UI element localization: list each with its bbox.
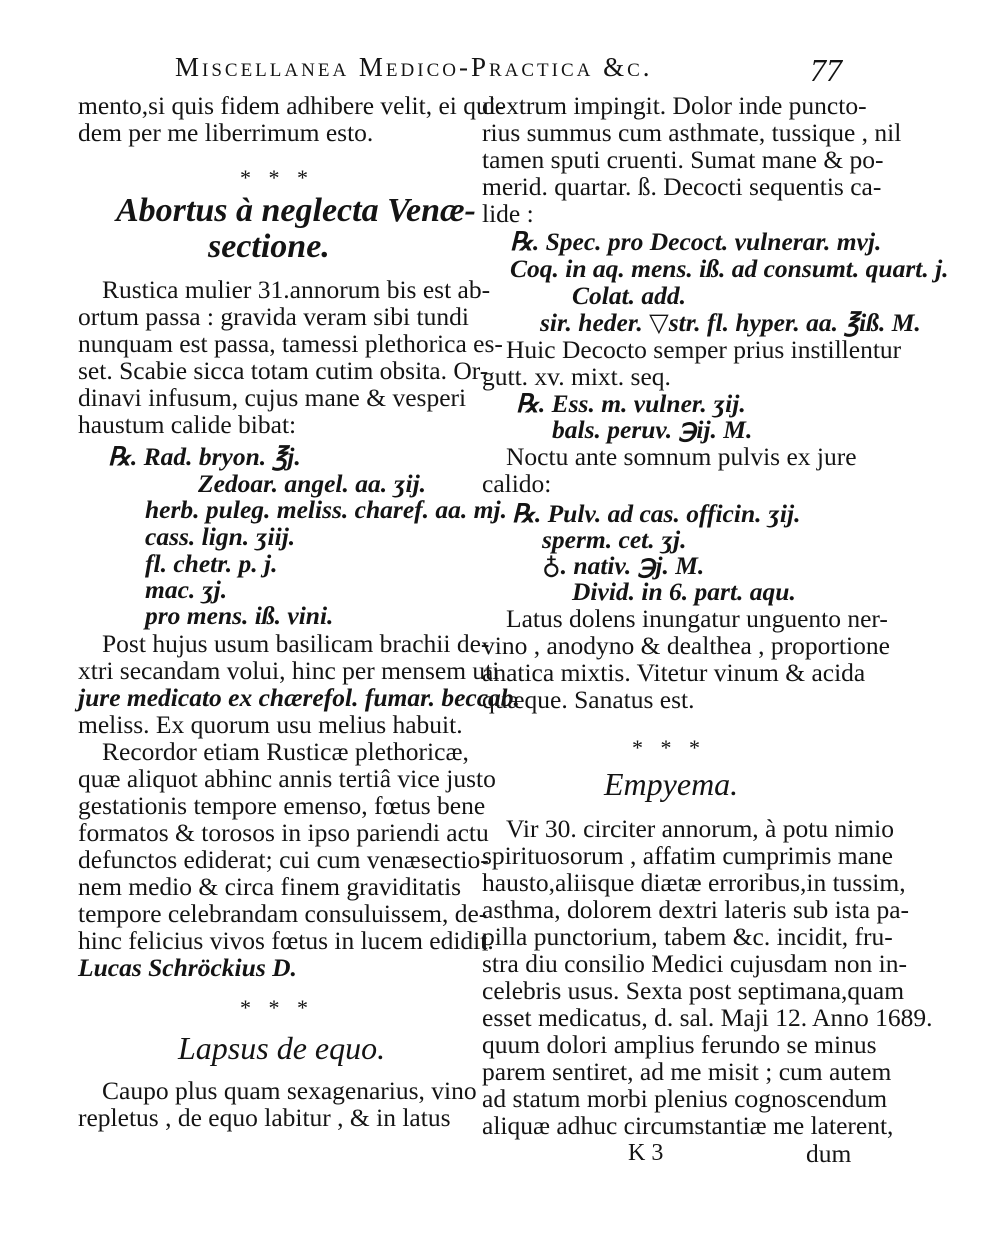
text-line: esset medicatus, d. sal. Maji 12. Anno 1689. xyxy=(482,1003,933,1032)
recipe-line: ♁. nativ. ℈j. M. xyxy=(542,551,705,580)
section-heading: sectione. xyxy=(208,228,330,265)
text-line: dem per me liberrimum esto. xyxy=(78,118,374,147)
recipe-line: sperm. cet. ʒj. xyxy=(542,525,687,554)
author-signature: Lucas Schröckius D. xyxy=(78,953,297,982)
text-line: dinavi infusum, cujus mane & vesperi xyxy=(78,383,467,412)
text-line: quæque. Sanatus est. xyxy=(482,685,695,714)
text-line: nunquam est passa, tamessi plethorica es- xyxy=(78,329,503,358)
recipe-line: Colat. add. xyxy=(572,281,687,310)
catchword: dum xyxy=(806,1139,852,1168)
text-line: Latus dolens inungatur unguento ner- xyxy=(506,604,888,633)
text-line: meliss. Ex quorum usu melius habuit. xyxy=(78,710,463,739)
text-line: Huic Decocto semper prius instillentur xyxy=(506,335,902,364)
running-header-title: Miscellanea Medico-Practica &c. xyxy=(175,52,653,82)
text-line: nem medio & circa finem graviditatis xyxy=(78,872,462,901)
text-line: tempore celebrandam consuluissem, de- xyxy=(78,899,488,928)
text-line: repletus , de equo labitur , & in latus xyxy=(78,1103,451,1132)
text-line: Vir 30. circiter annorum, à potu nimio xyxy=(506,814,894,843)
signature-mark: K 3 xyxy=(628,1140,664,1166)
text-line: calido: xyxy=(482,469,552,498)
recipe-line: ℞. Spec. pro Decoct. vulnerar. mvj. xyxy=(510,227,882,256)
text-line: aliquæ adhuc circumstantiæ me laterent, xyxy=(482,1111,894,1140)
recipe-line: ℞. Pulv. ad cas. officin. ʒij. xyxy=(512,499,801,528)
text-line: ortum passa : gravida veram sibi tundi xyxy=(78,302,469,331)
text-line: quum dolori amplius ferundo se minus xyxy=(482,1030,877,1059)
recipe-line: sir. heder. ▽str. fl. hyper. aa. ℥iß. M. xyxy=(540,308,921,337)
recipe-line: bals. peruv. ℈ij. M. xyxy=(552,415,753,444)
recipe-line: Zedoar. angel. aa. ʒij. xyxy=(198,469,427,498)
text-line: Recordor etiam Rusticæ plethoricæ, xyxy=(102,737,469,766)
section-stars: * * * xyxy=(240,995,314,1020)
text-line: defunctos ediderat; cui cum venæsectio- xyxy=(78,845,489,874)
text-line: spirituosorum , affatim cumprimis mane xyxy=(482,841,894,870)
section-stars: * * * xyxy=(632,735,706,760)
text-line: ad statum morbi plenius cognoscendum xyxy=(482,1084,888,1113)
text-line: pilla punctorium, tabem &c. incidit, fru- xyxy=(482,922,893,951)
section-heading: Lapsus de equo. xyxy=(178,1030,386,1066)
section-heading: Abortus à neglecta Venæ- xyxy=(116,192,476,229)
recipe-line: ℞. Rad. bryon. ℥j. xyxy=(108,442,301,471)
text-line: anatica mixtis. Vitetur vinum & acida xyxy=(482,658,866,687)
text-line: jure medicato ex chærefol. fumar. beccab. xyxy=(78,683,520,712)
text-line: lide : xyxy=(482,199,534,228)
section-heading: Empyema. xyxy=(604,766,739,802)
text-line: Rustica mulier 31.annorum bis est ab- xyxy=(102,275,491,304)
text-line: asthma, dolorem dextri lateris sub ista pa- xyxy=(482,895,910,924)
text-line: parem sentiret, ad me misit ; cum autem xyxy=(482,1057,892,1086)
recipe-line: ℞. Ess. m. vulner. ʒij. xyxy=(516,389,746,418)
recipe-line: pro mens. iß. vini. xyxy=(145,601,334,630)
text-line: xtri secandam volui, hinc per mensem uti xyxy=(78,656,500,685)
text-line: stra diu consilio Medici cujusdam non in- xyxy=(482,949,907,978)
text-line: hinc felicius vivos fœtus in lucem edidit. xyxy=(78,926,494,955)
recipe-line: cass. lign. ʒiij. xyxy=(145,522,296,551)
page-number: 77 xyxy=(810,52,842,88)
recipe-line: herb. puleg. meliss. charef. aa. mj. xyxy=(145,495,507,524)
text-line: quæ aliquot abhinc annis tertiâ vice justo xyxy=(78,764,496,793)
text-line: mento,si quis fidem adhibere velit, ei qui- xyxy=(78,91,505,120)
recipe-line: fl. chetr. p. j. xyxy=(145,549,278,578)
text-line: dextrum impingit. Dolor inde puncto- xyxy=(482,91,867,120)
text-line: celebris usus. Sexta post septimana,quam xyxy=(482,976,905,1005)
section-stars: * * * xyxy=(240,165,314,190)
text-line: set. Scabie sicca totam cutim obsita. Or- xyxy=(78,356,489,385)
text-line: merid. quartar. ß. Decocti sequentis ca- xyxy=(482,172,882,201)
text-line: hausto,aliisque diætæ erroribus,in tussim, xyxy=(482,868,906,897)
text-line: Post hujus usum basilicam brachii de- xyxy=(102,629,490,658)
text-line: Noctu ante somnum pulvis ex jure xyxy=(506,442,857,471)
recipe-line: mac. ʒj. xyxy=(145,575,228,604)
text-line: vino , anodyno & dealthea , proportione xyxy=(482,631,890,660)
recipe-line: Coq. in aq. mens. iß. ad consumt. quart. j. xyxy=(510,254,949,283)
text-line: gestationis tempore emenso, fœtus bene xyxy=(78,791,486,820)
recipe-line: Divid. in 6. part. aqu. xyxy=(572,577,796,606)
text-line: tamen sputi cruenti. Sumat mane & po- xyxy=(482,145,884,174)
text-line: haustum calide bibat: xyxy=(78,410,297,439)
text-line: gutt. xv. mixt. seq. xyxy=(482,362,671,391)
text-line: Caupo plus quam sexagenarius, vino xyxy=(102,1076,477,1105)
text-line: formatos & torosos in ipso pariendi actu xyxy=(78,818,489,847)
text-line: rius summus cum asthmate, tussique , nil xyxy=(482,118,902,147)
